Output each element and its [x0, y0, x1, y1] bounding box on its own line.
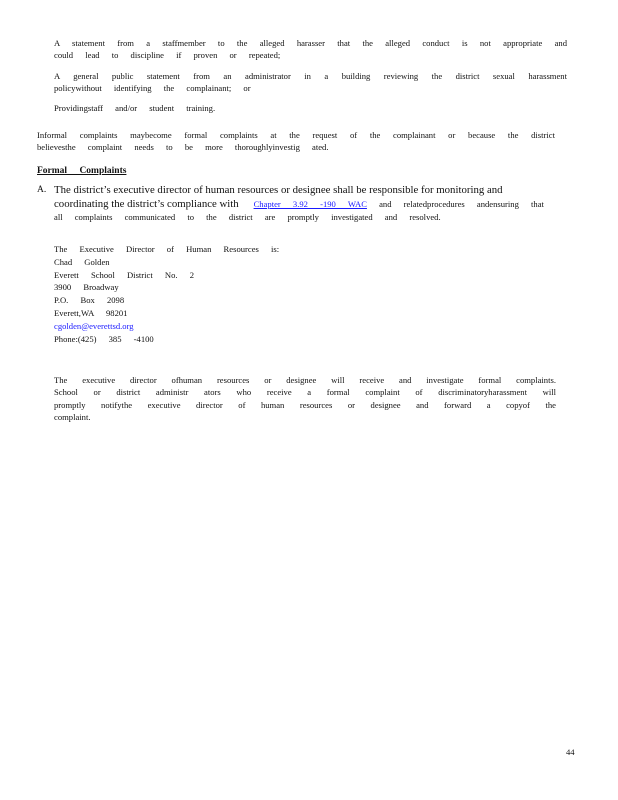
contact-po-box: P.O. Box 2098	[54, 295, 125, 306]
list-letter: A.	[37, 185, 47, 195]
bullet-item	[37, 38, 567, 61]
section-heading: Formal Complaints	[37, 166, 127, 176]
item-a-text	[54, 184, 557, 225]
wac-chapter-link[interactable]: Chapter 3.92 -190 WAC	[253, 198, 367, 209]
bullet-text: Providingstaff and/or student training.	[54, 103, 216, 113]
contact-name: Chad Golden	[54, 256, 110, 267]
contact-organization: Everett School District No. 2	[54, 269, 195, 280]
informal-complaints-paragraph: Informal complaints maybecome formal complaints at the request of the complainant or because the district believesthe complaint needs to be more thoroughlyinvestig ated.	[37, 130, 555, 152]
bullet-item	[37, 71, 567, 94]
item-a-rest-text: and relatedprocedures andensuring that all complaints communicated to the district are promptly investigated and resolved.	[54, 198, 544, 222]
bullet-item	[37, 103, 567, 115]
list-item-a	[37, 184, 557, 225]
contact-street: 3900 Broadway	[54, 282, 119, 293]
formal-complaints-paragraph: The executive director ofhuman resources or designee will receive and investigate formal complaints. School or district administr ators who receive a formal complaint of discriminatoryharassment will promptly notifythe executive director of human resources or designee and forward a copyof the complaint.	[54, 375, 556, 422]
contact-phone: Phone:(425) 385 -4100	[54, 333, 154, 344]
bullet-text: A general public statement from an administrator in a building reviewing the district sexual harassment policywithout identifying the complainant; or	[54, 71, 567, 93]
page-number: 44	[566, 747, 575, 757]
contact-block	[54, 243, 279, 345]
contact-email-link[interactable]: cgolden@everettsd.org	[54, 320, 134, 331]
contact-city: Everett,WA 98201	[54, 307, 128, 318]
bullet-text: A statement from a staffmember to the alleged harasser that the alleged conduct is not appropriate and could lead to discipline if proven or repeated;	[54, 38, 567, 60]
item-a-lead-text: The district’s executive director of human resources or designee shall be responsible for monitoring and coordinating the district’s compliance with	[54, 184, 503, 210]
contact-intro: The Executive Director of Human Resources is:	[54, 244, 280, 254]
